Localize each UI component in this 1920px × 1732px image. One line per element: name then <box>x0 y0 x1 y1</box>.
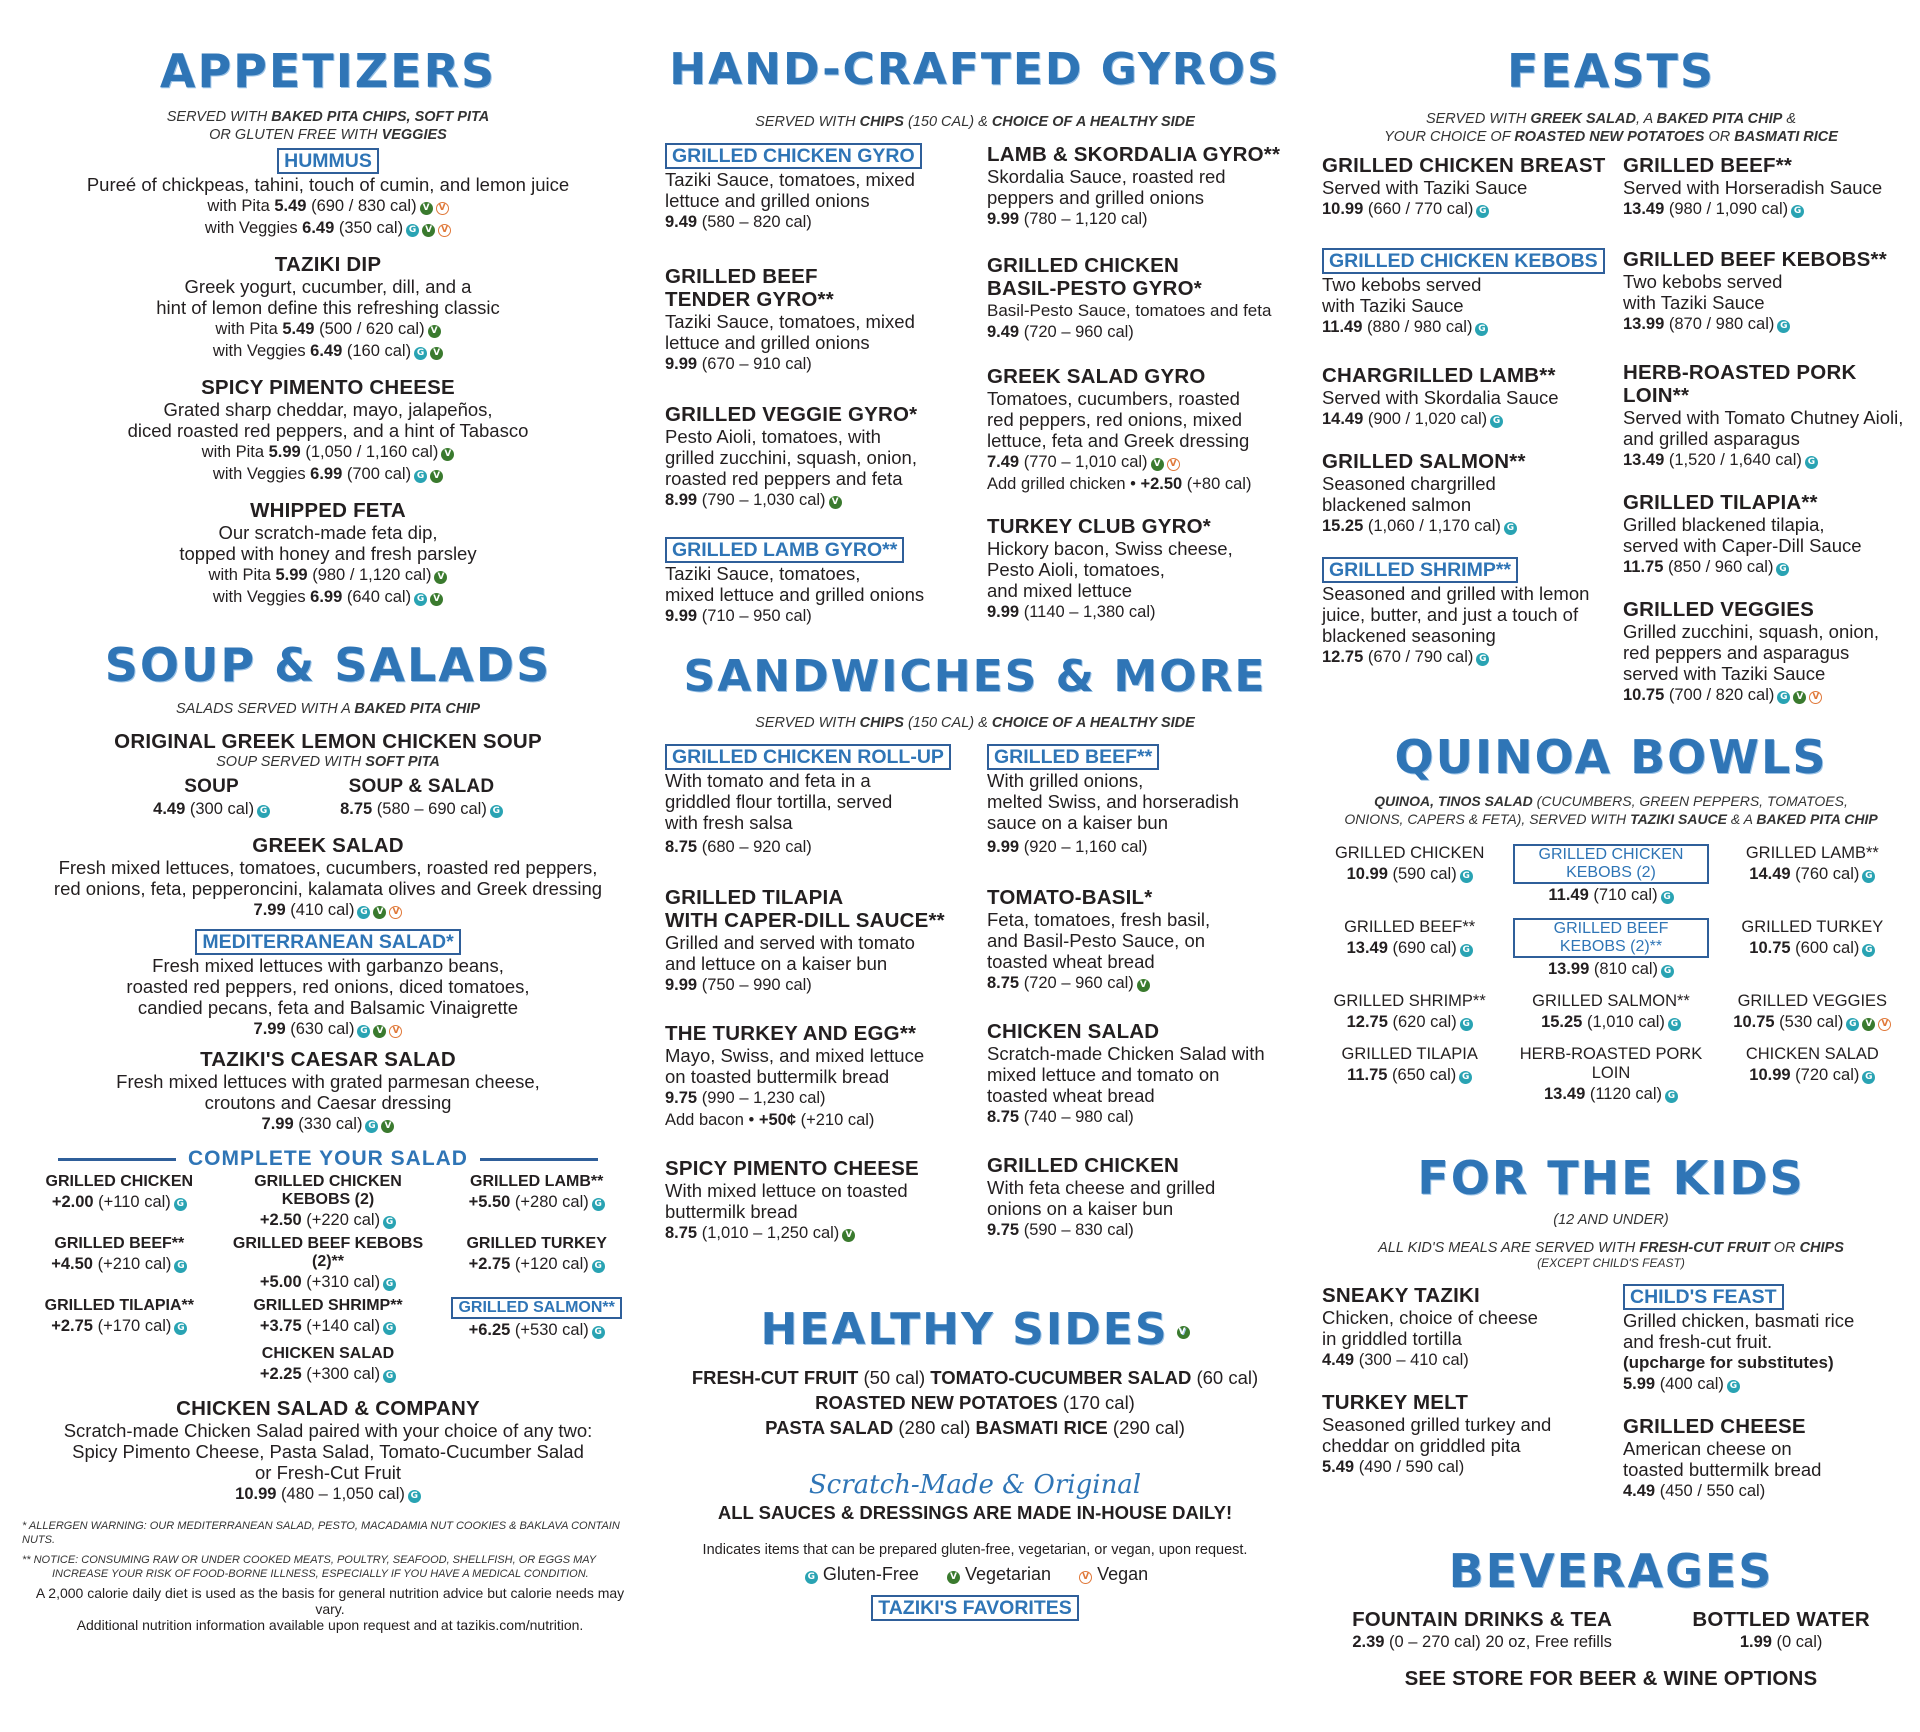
soup-served-note: SOUP SERVED WITH SOFT PITA <box>216 754 440 770</box>
addon-item: GRILLED CHICKEN +2.00 (+110 cal) G <box>45 1173 194 1211</box>
legend-row: G Gluten-Free V Vegetarian V Vegan <box>655 1564 1295 1585</box>
kids-note-2: (EXCEPT CHILD'S FEAST) <box>1537 1256 1685 1270</box>
vegan-icon: V <box>1878 1018 1891 1031</box>
quinoa-item: GRILLED LAMB** 14.49 (760 cal) G <box>1745 844 1879 883</box>
item-desc: Fresh mixed lettuces with garbanzo beans, roasted red peppers, red onions, diced tomatoes, candied pecans, feta and Balsamic Vinaigrette <box>126 955 530 1018</box>
quinoa-item: GRILLED TILAPIA 11.75 (650 cal) G <box>1341 1045 1478 1084</box>
hummus-item <box>18 148 638 239</box>
gluten-free-icon: G <box>1490 415 1503 428</box>
quinoa-title: QUINOA BOWLS <box>1394 730 1828 784</box>
pimento-item <box>18 376 638 485</box>
item-name: SPICY PIMENTO CHEESE <box>201 376 455 399</box>
gyros-title: HAND-CRAFTED GYROS <box>669 44 1281 95</box>
fountain-drinks: FOUNTAIN DRINKS & TEA 2.39 (0 – 270 cal) 20 oz, Free refills <box>1352 1608 1613 1651</box>
gluten-free-icon: G <box>1791 205 1804 218</box>
gyros-right <box>987 143 1295 647</box>
menu-item: GRILLED CHICKEN ROLL-UP With tomato and feta in a griddled flour tortilla, served with fresh salsa 8.75 (680 – 920 cal) <box>665 744 973 858</box>
healthy-sides-title: HEALTHY SIDES V <box>655 1304 1295 1355</box>
vegetarian-icon: V <box>373 1025 386 1038</box>
menu-item: GRILLED CHEESE American cheese on toasted buttermilk bread 4.49 (450 / 550 cal) <box>1623 1415 1822 1500</box>
sandwiches-note: SERVED WITH CHIPS (150 CAL) & CHOICE OF A HEALTHY SIDE <box>755 715 1195 731</box>
addon-item: GRILLED BEEF KEBOBS (2)** +5.00 (+310 cal) G <box>232 1235 424 1291</box>
vegetarian-icon: V <box>430 347 443 360</box>
gluten-free-icon: G <box>1661 965 1674 978</box>
item-desc: Pureé of chickpeas, tahini, touch of cumin, and lemon juice <box>86 174 570 195</box>
gluten-free-icon: G <box>406 224 419 237</box>
sandwiches-title: SANDWICHES & MORE <box>683 651 1267 702</box>
quinoa-item: GRILLED BEEF** 13.49 (690 cal) G <box>1344 918 1476 957</box>
gluten-free-icon: G <box>408 1490 421 1503</box>
gluten-free-icon: G <box>1661 891 1674 904</box>
vegan-icon: V <box>389 1025 402 1038</box>
price-line: with Veggies 6.49 (160 cal) G V <box>18 340 638 362</box>
vegan-icon: V <box>438 224 451 237</box>
menu-item: GRILLED VEGGIES Grilled zucchini, squash, onion, red peppers and asparagus served with Taziki Sauce 10.75 (700 / 820 cal) G V V <box>1623 598 1880 704</box>
item-name: TAZIKI'S CAESAR SALAD <box>200 1048 456 1071</box>
vegan-icon: V <box>1079 1571 1092 1584</box>
complete-salad-header <box>58 1147 598 1171</box>
menu-item: TURKEY CLUB GYRO* Hickory bacon, Swiss cheese, Pesto Aioli, tomatoes, and mixed lettuce 9.99 (1140 – 1,380 cal) <box>987 515 1233 621</box>
bottled-water: BOTTLED WATER 1.99 (0 cal) <box>1692 1608 1870 1651</box>
scratch-made-tagline: Scratch-Made & Original <box>808 1470 1142 1500</box>
calorie-note: A 2,000 calorie daily diet is used as the basis for general nutrition advice but calorie needs may vary. Additional nutrition information available upon request and at tazikis.com/nutrition. <box>35 1585 625 1633</box>
quinoa-item: GRILLED SHRIMP** 12.75 (620 cal) G <box>1333 992 1486 1031</box>
quinoa-note: QUINOA, TINOS SALAD (CUCUMBERS, GREEN PEPPERS, TOMATOES, ONIONS, CAPERS & FETA), SERVED WITH TAZIKI SAUCE & A BAKED PITA CHIP <box>1344 793 1878 827</box>
gluten-free-icon: G <box>383 1322 396 1335</box>
vegetarian-icon: V <box>441 448 454 461</box>
soup-item <box>18 730 638 820</box>
gluten-free-icon: G <box>592 1326 605 1339</box>
soup-note: SALADS SERVED WITH A BAKED PITA CHIP <box>175 701 480 717</box>
caesar-salad-item <box>18 1048 638 1135</box>
menu-item: GRILLED CHICKEN BASIL-PESTO GYRO* Basil-Pesto Sauce, tomatoes and feta 9.49 (720 – 960 cal) <box>987 254 1272 341</box>
addon-item: GRILLED LAMB** +5.50 (+280 cal) G <box>468 1173 604 1211</box>
feasts-right <box>1623 154 1910 726</box>
soup-salads-title: SOUP & SALADS <box>104 638 552 692</box>
kids-title: FOR THE KIDS <box>1417 1151 1805 1205</box>
menu-item: GRILLED CHICKEN KEBOBS Two kebobs served with Taziki Sauce 11.49 (880 / 980 cal) G <box>1322 248 1609 338</box>
quinoa-item: GRILLED VEGGIES 10.75 (530 cal) G V V <box>1715 992 1910 1033</box>
kids-age: (12 AND UNDER) <box>1553 1212 1669 1228</box>
feasts-left <box>1322 154 1609 726</box>
quinoa-grid <box>1312 844 1910 1105</box>
column-right <box>1312 0 1910 1690</box>
menu-item: GRILLED CHICKEN GYRO Taziki Sauce, tomatoes, mixed lettuce and grilled onions 9.49 (580 – 820 cal) <box>665 143 973 233</box>
menu-item: GREEK SALAD GYRO Tomatoes, cucumbers, roasted red peppers, red onions, mixed lettuce, feta and Greek dressing 7.49 (770 – 1,010 cal) V V Add grilled chicken • +2.50 (+80 cal) <box>987 365 1252 493</box>
gluten-free-icon: G <box>174 1322 187 1335</box>
quinoa-item: GRILLED CHICKEN 10.99 (590 cal) G <box>1334 844 1485 883</box>
gluten-free-icon: G <box>1460 1018 1473 1031</box>
vegetarian-icon: V <box>1862 1018 1875 1031</box>
item-desc: Greek yogurt, cucumber, dill, and a hint of lemon define this refreshing classic <box>156 276 500 318</box>
gluten-free-icon: G <box>1777 691 1790 704</box>
addon-item: GRILLED CHICKEN KEBOBS (2) +2.50 (+220 cal) G <box>254 1173 402 1229</box>
menu-item: SPICY PIMENTO CHEESE With mixed lettuce on toasted buttermilk bread 8.75 (1,010 – 1,250 cal) V <box>665 1157 919 1242</box>
addon-item: GRILLED SHRIMP** +3.75 (+140 cal) G <box>253 1297 403 1335</box>
complete-salad-title: COMPLETE YOUR SALAD <box>188 1147 468 1170</box>
vegetarian-icon: V <box>1177 1326 1190 1339</box>
gluten-free-icon: G <box>1777 320 1790 333</box>
price-line: with Pita 5.49 (500 / 620 cal) V <box>18 318 638 340</box>
beverages-title: BEVERAGES <box>1448 1544 1774 1598</box>
feasts-note: SERVED WITH GREEK SALAD, A BAKED PITA CHIP & YOUR CHOICE OF ROASTED NEW POTATOES OR BASMATI RICE <box>1384 111 1838 145</box>
appetizers-title: APPETIZERS <box>159 44 497 98</box>
gluten-free-icon: G <box>1475 323 1488 336</box>
gluten-free-icon: G <box>414 470 427 483</box>
menu-item: TOMATO-BASIL* Feta, tomatoes, fresh basil, and Basil-Pesto Sauce, on toasted wheat bread 8.75 (720 – 960 cal) V <box>987 886 1211 992</box>
price-line: 7.99 (410 cal) G V V <box>18 899 638 921</box>
gluten-free-icon: G <box>383 1278 396 1291</box>
chicken-salad-company-item <box>18 1397 638 1505</box>
vegan-icon: V <box>1167 458 1180 471</box>
quinoa-item: GRILLED CHICKEN KEBOBS (2) 11.49 (710 cal) G <box>1513 844 1708 906</box>
price-line: with Veggies 6.99 (640 cal) G V <box>18 586 638 608</box>
menu-item: HERB-ROASTED PORK LOIN** Served with Tomato Chutney Aioli, and grilled asparagus 13.49 (1,520 / 1,640 cal) G <box>1623 361 1904 469</box>
gluten-free-icon: G <box>1476 205 1489 218</box>
menu-item: GRILLED BEEF KEBOBS** Two kebobs served with Taziki Sauce 13.99 (870 / 980 cal) G <box>1623 248 1887 333</box>
complete-salad-grid <box>18 1173 638 1341</box>
quinoa-item: HERB-ROASTED PORK LOIN 13.49 (1120 cal) G <box>1519 1045 1703 1103</box>
sauces-note: ALL SAUCES & DRESSINGS ARE MADE IN-HOUSE DAILY! <box>717 1502 1233 1523</box>
indicates-note: Indicates items that can be prepared gluten-free, vegetarian, or vegan, upon request. <box>702 1542 1248 1558</box>
price-line: with Veggies 6.99 (700 cal) G V <box>18 463 638 485</box>
gluten-free-icon: G <box>414 593 427 606</box>
vegetarian-icon: V <box>947 1571 960 1584</box>
gyros-left <box>665 143 973 647</box>
addon-chicken-salad: CHICKEN SALAD +2.25 (+300 cal) G <box>259 1345 395 1383</box>
beer-wine-note: SEE STORE FOR BEER & WINE OPTIONS <box>1404 1667 1818 1690</box>
item-name: CHICKEN SALAD & COMPANY <box>176 1397 480 1420</box>
gluten-free-icon: G <box>383 1370 396 1383</box>
footnotes <box>18 1519 638 1633</box>
appetizers-note: SERVED WITH BAKED PITA CHIPS, SOFT PITA OR GLUTEN FREE WITH VEGGIES <box>166 109 490 143</box>
price-line: with Pita 5.49 (690 / 830 cal) V V <box>18 195 638 217</box>
menu-item: GRILLED CHICKEN With feta cheese and grilled onions on a kaiser bun 9.75 (590 – 830 cal) <box>987 1154 1216 1239</box>
healthy-sides-list: FRESH-CUT FRUIT (50 cal) TOMATO-CUCUMBER SALAD (60 cal) ROASTED NEW POTATOES (170 cal) PASTA SALAD (280 cal) BASMATI RICE (290 cal) <box>691 1367 1259 1438</box>
gluten-free-icon: G <box>1776 563 1789 576</box>
feasts-title: FEASTS <box>1506 44 1716 98</box>
item-desc: Fresh mixed lettuces, tomatoes, cucumbers, roasted red peppers, red onions, feta, pepperoncini, kalamata olives and Greek dressing <box>53 857 603 899</box>
vegetarian-icon: V <box>1137 979 1150 992</box>
gluten-free-icon: G <box>1665 1090 1678 1103</box>
gluten-free-icon: G <box>1862 944 1875 957</box>
taziki-dip-item <box>18 253 638 362</box>
divider <box>58 1158 176 1161</box>
vegetarian-icon: V <box>1793 691 1806 704</box>
menu-item: GRILLED BEEF** With grilled onions, melted Swiss, and horseradish sauce on a kaiser bun 9.99 (920 – 1,160 cal) <box>987 746 1239 856</box>
item-name: TAZIKI DIP <box>274 253 382 276</box>
item-name: HUMMUS <box>277 148 379 174</box>
menu-item: TURKEY MELT Seasoned grilled turkey and cheddar on griddled pita 5.49 (490 / 590 cal) <box>1322 1391 1552 1476</box>
item-desc: Scratch-made Chicken Salad paired with your choice of any two: Spicy Pimento Cheese, Pasta Salad, Tomato-Cucumber Salad or Fresh-Cut Fruit <box>63 1420 593 1483</box>
gluten-free-icon: G <box>1504 522 1517 535</box>
vegetarian-icon: V <box>842 1229 855 1242</box>
gluten-free-icon: G <box>1459 1071 1472 1084</box>
quinoa-item: CHICKEN SALAD 10.99 (720 cal) G <box>1745 1045 1879 1084</box>
menu-item: GRILLED TILAPIA** Grilled blackened tilapia, served with Caper-Dill Sauce 11.75 (850 / 960 cal) G <box>1623 491 1862 576</box>
menu-item: CHICKEN SALAD Scratch-made Chicken Salad with mixed lettuce and tomato on toasted wheat bread 8.75 (740 – 980 cal) <box>987 1020 1265 1126</box>
gluten-free-icon: G <box>805 1571 818 1584</box>
menu-item: GRILLED TILAPIA WITH CAPER-DILL SAUCE** Grilled and served with tomato and lettuce on a kaiser bun 9.99 (750 – 990 cal) <box>665 886 945 994</box>
menu-item: GRILLED SALMON** Seasoned chargrilled blackened salmon 15.25 (1,060 / 1,170 cal) G <box>1322 450 1526 535</box>
gluten-free-icon: G <box>490 805 503 818</box>
gluten-free-icon: G <box>174 1198 187 1211</box>
vegetarian-icon: V <box>373 906 386 919</box>
gluten-free-icon: G <box>1846 1018 1859 1031</box>
sandwiches-grid <box>655 744 1295 1264</box>
sandwiches-right <box>987 744 1295 1264</box>
gluten-free-icon: G <box>592 1260 605 1273</box>
gluten-free-icon: G <box>1727 1380 1740 1393</box>
kids-right <box>1623 1284 1910 1522</box>
gluten-free-icon: G <box>1460 944 1473 957</box>
quinoa-item: GRILLED SALMON** 15.25 (1,010 cal) G <box>1532 992 1690 1031</box>
menu-item: CHILD'S FEAST Grilled chicken, basmati rice and fresh-cut fruit. (upcharge for substitutes) 5.99 (400 cal) G <box>1623 1286 1855 1393</box>
item-name: GREEK SALAD <box>252 834 404 857</box>
vegetarian-icon: V <box>428 325 441 338</box>
vegetarian-icon: V <box>434 571 447 584</box>
gluten-free-icon: G <box>1460 870 1473 883</box>
vegetarian-icon: V <box>430 593 443 606</box>
menu-item: SNEAKY TAZIKI Chicken, choice of cheese in griddled tortilla 4.49 (300 – 410 cal) <box>1322 1284 1538 1369</box>
menu-item: CHARGRILLED LAMB** Served with Skordalia Sauce 14.49 (900 / 1,020 cal) G <box>1322 364 1559 428</box>
vegetarian-icon: V <box>381 1120 394 1133</box>
divider <box>480 1158 598 1161</box>
feasts-grid <box>1312 154 1910 726</box>
quinoa-item: GRILLED BEEF KEBOBS (2)** 13.99 (810 cal) G <box>1513 918 1708 980</box>
gluten-free-icon: G <box>414 347 427 360</box>
menu-item: GRILLED VEGGIE GYRO* Pesto Aioli, tomatoes, with grilled zucchini, squash, onion, roasted red peppers and feta 8.99 (790 – 1,030 cal) V <box>665 403 918 509</box>
gluten-free-icon: G <box>592 1198 605 1211</box>
vegetarian-icon: V <box>1151 458 1164 471</box>
item-desc: Grated sharp cheddar, mayo, jalapeños, diced roasted red peppers, and a hint of Tabasco <box>127 399 529 441</box>
gluten-free-icon: G <box>357 906 370 919</box>
item-name: WHIPPED FETA <box>250 499 406 522</box>
gluten-free-icon: G <box>365 1120 378 1133</box>
quinoa-item: GRILLED TURKEY 10.75 (600 cal) G <box>1741 918 1884 957</box>
price-line: with Pita 5.99 (1,050 / 1,160 cal) V <box>18 441 638 463</box>
menu-item: GRILLED BEEF** Served with Horseradish Sauce 13.49 (980 / 1,090 cal) G <box>1623 154 1883 218</box>
gluten-free-icon: G <box>357 1025 370 1038</box>
soup-salad-option: SOUP & SALAD 8.75 (580 – 690 cal) G <box>340 775 503 820</box>
price-line: 7.99 (630 cal) G V V <box>18 1018 638 1040</box>
soup-option: SOUP 4.49 (300 cal) G <box>153 775 270 820</box>
vegan-icon: V <box>1809 691 1822 704</box>
gluten-free-icon: G <box>1862 1071 1875 1084</box>
gluten-free-icon: G <box>383 1216 396 1229</box>
item-desc: Our scratch-made feta dip, topped with honey and fresh parsley <box>179 522 477 564</box>
menu-item: GRILLED SHRIMP** Seasoned and grilled with lemon juice, butter, and just a touch of blackened seasoning 12.75 (670 / 790 cal) G <box>1322 559 1590 666</box>
price-line: 10.99 (480 – 1,050 cal) G <box>18 1483 638 1505</box>
menu-item: LAMB & SKORDALIA GYRO** Skordalia Sauce, roasted red peppers and grilled onions 9.99 (780 – 1,120 cal) <box>987 143 1281 228</box>
allergen-note: * ALLERGEN WARNING: OUR MEDITERRANEAN SALAD, PESTO, MACADAMIA NUT COOKIES & BAKLAVA CONTAIN NUTS. <box>22 1520 620 1546</box>
gluten-free-icon: G <box>174 1260 187 1273</box>
menu-item: GRILLED CHICKEN BREAST Served with Taziki Sauce 10.99 (660 / 770 cal) G <box>1322 154 1606 218</box>
gluten-free-icon: G <box>1805 456 1818 469</box>
column-left <box>18 0 638 1633</box>
sandwiches-left <box>665 744 973 1264</box>
vegetarian-icon: V <box>430 470 443 483</box>
gyros-note: SERVED WITH CHIPS (150 CAL) & CHOICE OF A HEALTHY SIDE <box>755 114 1195 130</box>
gluten-free-icon: G <box>1476 653 1489 666</box>
addon-item: GRILLED BEEF** +4.50 (+210 cal) G <box>18 1235 221 1293</box>
addon-item: GRILLED TILAPIA** +2.75 (+170 cal) G <box>44 1297 194 1335</box>
item-desc: Fresh mixed lettuces with grated parmesan cheese, croutons and Caesar dressing <box>116 1071 540 1113</box>
price-line: with Pita 5.99 (980 / 1,120 cal) V <box>18 564 638 586</box>
feta-item <box>18 499 638 608</box>
raw-food-note: ** NOTICE: CONSUMING RAW OR UNDER COOKED MEATS, POULTRY, SEAFOOD, SHELLFISH, OR EGGS MAY INCREASE YOUR RISK OF FOOD-BORNE ILLNESS, ESPECIALLY IF YOU HAVE A MEDICAL CONDITION. <box>22 1554 597 1580</box>
price-line: with Veggies 6.49 (350 cal) G V V <box>18 217 638 239</box>
vegetarian-icon: V <box>420 202 433 215</box>
gyros-grid <box>655 143 1295 647</box>
greek-salad-item <box>18 834 638 921</box>
gluten-free-icon: G <box>1862 870 1875 883</box>
menu-item: THE TURKEY AND EGG** Mayo, Swiss, and mixed lettuce on toasted buttermilk bread 9.75 (990 – 1,230 cal) Add bacon • +50¢ (+210 cal) <box>665 1022 925 1129</box>
vegetarian-icon: V <box>422 224 435 237</box>
mediterranean-salad-item <box>18 929 638 1040</box>
kids-left <box>1322 1284 1609 1522</box>
vegan-icon: V <box>436 202 449 215</box>
favorites-legend: TAZIKI'S FAVORITES <box>655 1595 1295 1621</box>
addon-item: GRILLED SALMON** +6.25 (+530 cal) G <box>435 1297 638 1341</box>
menu-item: GRILLED LAMB GYRO** Taziki Sauce, tomatoes, mixed lettuce and grilled onions 9.99 (710 – 950 cal) <box>665 539 925 625</box>
kids-note: ALL KID'S MEALS ARE SERVED WITH FRESH-CUT FRUIT OR CHIPS <box>1378 1240 1844 1256</box>
item-name: ORIGINAL GREEK LEMON CHICKEN SOUP <box>114 730 542 753</box>
vegetarian-icon: V <box>829 496 842 509</box>
addon-item: GRILLED TURKEY +2.75 (+120 cal) G <box>466 1235 607 1273</box>
beverages-list <box>1312 1608 1910 1653</box>
kids-grid <box>1312 1284 1910 1522</box>
item-name: MEDITERRANEAN SALAD* <box>195 929 460 955</box>
vegan-icon: V <box>389 906 402 919</box>
column-middle <box>655 0 1295 1621</box>
menu-item: GRILLED BEEF TENDER GYRO** Taziki Sauce, tomatoes, mixed lettuce and grilled onions 9.99 (670 – 910 cal) <box>665 265 915 373</box>
price-line: 7.99 (330 cal) G V <box>18 1113 638 1135</box>
gluten-free-icon: G <box>1668 1018 1681 1031</box>
gluten-free-icon: G <box>257 805 270 818</box>
